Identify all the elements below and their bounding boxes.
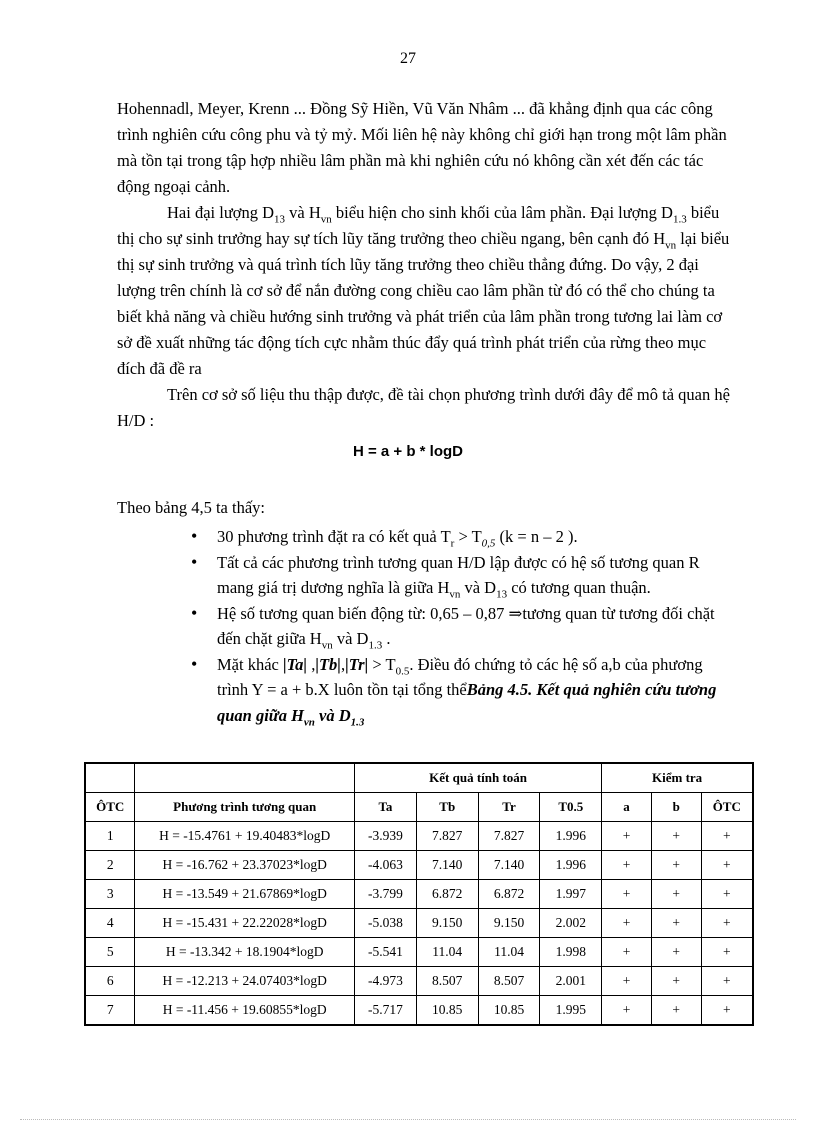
table-row: 6 H = -12.213 + 24.07403*logD -4.973 8.507 8.507 2.001 + + +	[85, 967, 753, 996]
table-row: 7 H = -11.456 + 19.60855*logD -5.717 10.85 10.85 1.995 + + +	[85, 996, 753, 1026]
page-bottom-border	[20, 1119, 796, 1120]
column-header: a	[602, 793, 652, 822]
table-row: 4 H = -15.431 + 22.22028*logD -5.038 9.150 9.150 2.002 + + +	[85, 909, 753, 938]
list-item: • 30 phương trình đặt ra có kết quả $T_r > T_{0,5}$ (k = n – 2 ).	[197, 524, 737, 550]
intro-text	[117, 96, 737, 434]
table-row: 1 H = -15.4761 + 19.40483*logD -3.939 7.827 7.827 1.996 + + +	[85, 822, 753, 851]
paragraph-3: Trên cơ sở số liệu thu thập được, đề tài chọn phương trình dưới đây để mô tả quan hệ H/D :	[117, 385, 730, 430]
table-row: 3 H = -13.549 + 21.67869*logD -3.799 6.872 6.872 1.997 + + +	[85, 880, 753, 909]
list-item: • Hệ số tương quan biến động từ: 0,65 – 0,87 ⇒tương quan từ tương đối chặt đến chặt giữa $H_{vn}$ và $D_{1.3}$ .	[197, 601, 737, 652]
column-header: Tb	[416, 793, 478, 822]
findings-list	[197, 524, 737, 728]
page-number: 27	[400, 50, 416, 67]
column-header: Ta	[355, 793, 417, 822]
group-header-row	[85, 763, 753, 793]
column-header: Tr	[478, 793, 540, 822]
list-item: • Mặt khác |Ta| $,|Tb|,|Tr| > T_{0.5}$. Điều đó chứng tỏ các hệ số a,b của phương trình Y = a + b.X luôn tồn tại tổng thểBảng 4.5. Kết quả nghiên cứu tương quan giữa $H_{vn}$ và $D_{1.3}$	[197, 652, 737, 729]
table-row: 2 H = -16.762 + 23.37023*logD -4.063 7.140 7.140 1.996 + + +	[85, 851, 753, 880]
column-header: b	[651, 793, 701, 822]
group-calc-header: Kết quả tính toán	[355, 763, 602, 793]
paragraph-1: Hohennadl, Meyer, Krenn ... Đồng Sỹ Hiền, Vũ Văn Nhâm ... đã khẳng định qua các công trình nghiên cứu công phu và tỷ mỷ. Mối liên hệ này không chỉ giới hạn trong một lâm phần mà tồn tại trong tập hợp nhiều lâm phần mà khi nghiên cứu nó không cần xét đến các tác động ngoại cảnh.	[117, 99, 727, 196]
lead-sentence: Theo bảng 4,5 ta thấy:	[117, 498, 266, 517]
column-header: T0.5	[540, 793, 602, 822]
table-row: 5 H = -13.342 + 18.1904*logD -5.541 11.04 11.04 1.998 + + +	[85, 938, 753, 967]
column-header: ÔTC	[701, 793, 753, 822]
results-table	[84, 762, 754, 1026]
list-item: • Tất cả các phương trình tương quan H/D lập được có hệ số tương quan R mang giá trị dương nghĩa là giữa $H_{vn}$ và $D_{13}$ có tương quan thuận.	[197, 550, 737, 601]
formula: H = a + b * logD	[352, 443, 464, 460]
header-row	[85, 793, 753, 822]
column-header: ÔTC	[85, 793, 135, 822]
table-caption: Bảng 4.5. Kết quả nghiên cứu tương quan giữa $H_{vn}$ và $D_{1.3}$	[217, 680, 717, 728]
column-header: Phương trình tương quan	[135, 793, 355, 822]
paragraph-2: Hai đại lượng $D_{13}$ và $H_{vn}$ biểu hiện cho sinh khối của lâm phần. Đại lượng $D_{1.3}$ biểu thị cho sự sinh trưởng hay sự tích lũy tăng trưởng theo chiều ngang, bên cạnh đó $H_{vn}$ lại biểu thị sự sinh trưởng và quá trình tích lũy tăng trưởng theo chiều thẳng đứng. Do vậy, 2 đại lượng trên chính là cơ sở để nắn đường cong chiều cao lâm phần từ đó có thể cho chúng ta biết khả năng và chiều hướng sinh trưởng và phát triển của lâm phần trong tương lai làm cơ sở đề xuất những tác động tích cực nhằm thúc đẩy quá trình phát triển của rừng theo mục đích đã đề ra	[117, 203, 730, 378]
group-check-header: Kiểm tra	[602, 763, 753, 793]
